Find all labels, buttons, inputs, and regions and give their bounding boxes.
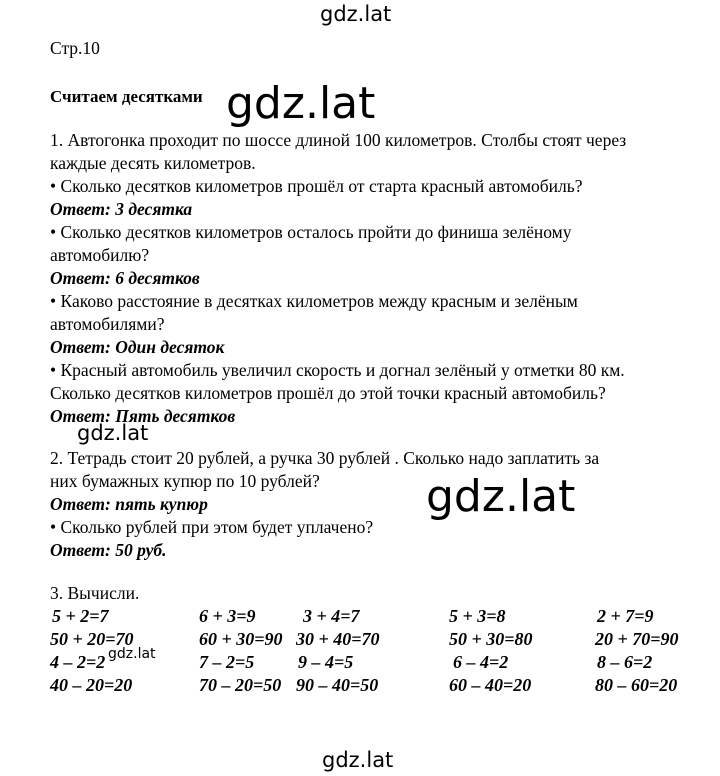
calc-expression: 4 – 2=2 [50, 652, 106, 672]
calc-expression: 40 – 20=20 [50, 675, 133, 695]
watermark-large-1: gdz.lat [226, 78, 376, 129]
calc-expression: 80 – 60=20 [595, 675, 678, 695]
task1-answer-2: Ответ: 6 десятков [50, 268, 200, 288]
calc-expression: 5 + 2=7 [52, 606, 109, 626]
task1-question-4-line1: • Красный автомобиль увеличил скорость и догнал зелёный у отметки 80 км. [50, 360, 625, 380]
section-title: Считаем десятками [50, 87, 203, 106]
calc-expression: 20 + 70=90 [595, 629, 679, 649]
task1-text-line1: 1. Автогонка проходит по шоссе длиной 100 километров. Столбы стоят через [50, 130, 627, 150]
calc-expression: 8 – 6=2 [597, 652, 653, 672]
calc-expression: 60 + 30=90 [199, 629, 283, 649]
calc-expression: 5 + 3=8 [449, 606, 506, 626]
calc-expression: 70 – 20=50 [199, 675, 282, 695]
task1-question-2-line1: • Сколько десятков километров осталось пройти до финиша зелёному [50, 222, 572, 242]
task2-text-line1: 2. Тетрадь стоит 20 рублей, а ручка 30 рублей . Сколько надо заплатить за [50, 448, 600, 468]
watermark-tiny: gdz.lat [108, 646, 156, 662]
calc-expression: 6 – 4=2 [453, 652, 509, 672]
calc-expression: 7 – 2=5 [199, 652, 255, 672]
task1-answer-1: Ответ: 3 десятка [50, 199, 193, 219]
task1-answer-4: Ответ: Пять десятков [50, 406, 236, 426]
task1-question-1: • Сколько десятков километров прошёл от старта красный автомобиль? [50, 176, 583, 196]
task2-answer-1: Ответ: пять купюр [50, 494, 208, 514]
page-label: Стр.10 [50, 38, 100, 58]
task2-question-2: • Сколько рублей при этом будет уплачено? [50, 517, 374, 537]
calc-expression: 50 + 30=80 [449, 629, 533, 649]
watermark-top: gdz.lat [320, 2, 392, 26]
task3-title: 3. Вычисли. [50, 583, 140, 603]
calc-expression: 90 – 40=50 [296, 675, 379, 695]
calc-expression: 9 – 4=5 [298, 652, 354, 672]
watermark-small-1: gdz.lat [77, 421, 149, 445]
calc-expression: 30 + 40=70 [296, 629, 380, 649]
task1-question-4-line2: Сколько десятков километров прошёл до этой точки красный автомобиль? [50, 383, 606, 403]
calc-expression: 6 + 3=9 [199, 606, 256, 626]
task2-answer-2: Ответ: 50 руб. [50, 540, 167, 560]
calc-expression: 3 + 4=7 [303, 606, 360, 626]
task1-text-line2: каждые десять километров. [50, 153, 256, 173]
task1-answer-3: Ответ: Один десяток [50, 337, 225, 357]
task1-question-3-line1: • Каково расстояние в десятках километров между красным и зелёным [50, 291, 578, 311]
watermark-bottom: gdz.lat [322, 748, 394, 772]
calc-expression: 60 – 40=20 [449, 675, 532, 695]
calc-expression: 50 + 20=70 [50, 629, 134, 649]
calc-expression: 2 + 7=9 [597, 606, 654, 626]
watermark-large-2: gdz.lat [426, 471, 576, 522]
task1-question-3-line2: автомобилями? [50, 314, 165, 334]
task2-text-line2: них бумажных купюр по 10 рублей? [50, 471, 320, 491]
task1-question-2-line2: автомобилю? [50, 245, 150, 265]
